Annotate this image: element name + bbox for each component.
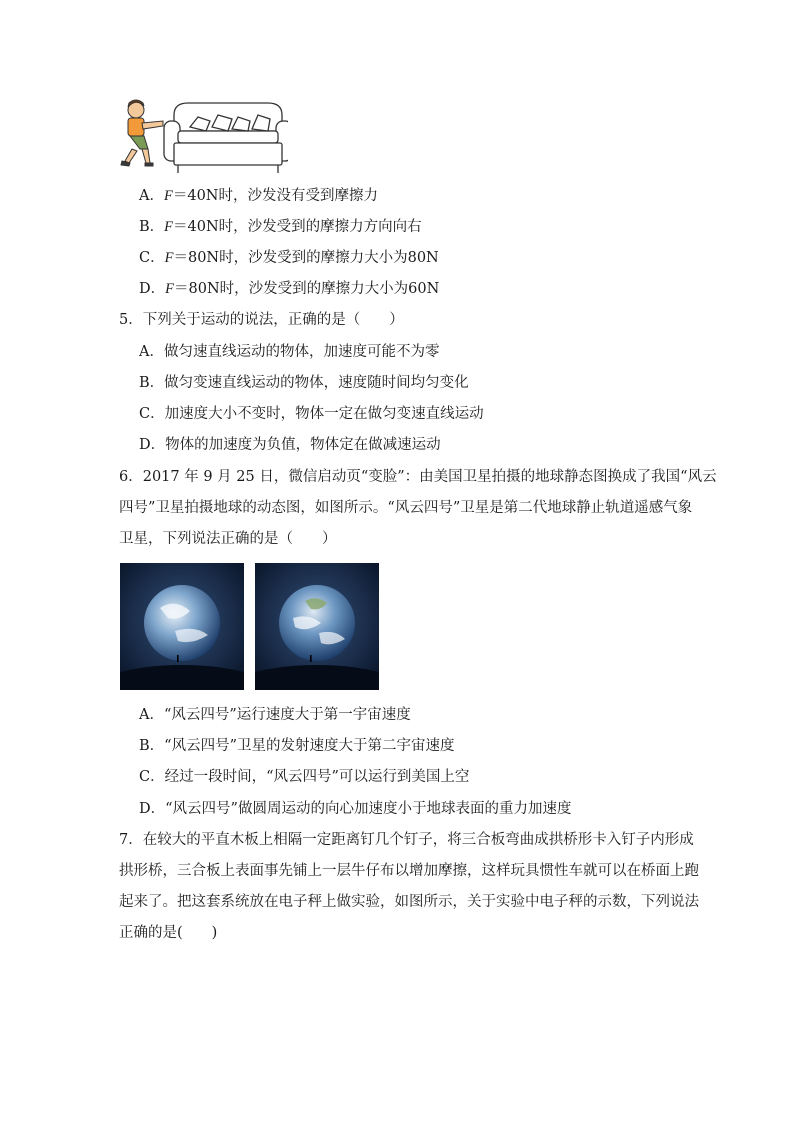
option-text: ＝40N时，沙发受到的摩擦力方向向右 (173, 219, 422, 235)
force-variable: F (163, 188, 173, 204)
force-variable: F (165, 281, 174, 297)
q6-option-d: D．“风云四号”做圆周运动的向心加速度小于地球表面的重力加速度 (139, 801, 572, 817)
boy-pushing-sofa-illustration (118, 97, 288, 175)
option-text: ＝80N时，沙发受到的摩擦力大小为60N (174, 281, 440, 297)
q6-option-b: B．“风云四号”卫星的发射速度大于第二宇宙速度 (139, 738, 455, 754)
earth-image-left (120, 563, 244, 690)
q4-option-a (139, 186, 378, 206)
q7-stem-line-1: 7．在较大的平直木板上相隔一定距离钉几个钉子，将三合板弯曲成拱桥形卡入钉子内形成 (119, 832, 694, 848)
q5-option-b: B．做匀变速直线运动的物体，速度随时间均匀变化 (139, 375, 469, 391)
q7-stem-line-3: 起来了。把这套系统放在电子秤上做实验，如图所示，关于实验中电子秤的示数，下列说法 (119, 894, 699, 910)
q4-option-b (139, 217, 422, 237)
force-variable: F (164, 250, 174, 266)
option-text: ＝80N时，沙发受到的摩擦力大小为80N (173, 250, 439, 266)
q5-option-c: C．加速度大小不变时，物体一定在做匀变速直线运动 (139, 406, 484, 422)
sofa-figure (164, 103, 288, 173)
earth-image-right (255, 563, 379, 690)
option-letter: D． (139, 281, 166, 297)
q4-option-d (139, 279, 439, 299)
q6-option-c: C．经过一段时间，“风云四号”可以运行到美国上空 (139, 769, 470, 785)
q6-option-a: A．“风云四号”运行速度大于第一宇宙速度 (139, 707, 411, 723)
boy-figure (121, 100, 163, 166)
q4-option-c (139, 248, 439, 268)
option-letter: C． (139, 250, 165, 266)
option-letter: A． (139, 188, 164, 204)
q7-stem-line-2: 拱形桥，三合板上表面事先铺上一层牛仔布以增加摩擦，这样玩具惯性车就可以在桥面上跑 (119, 863, 699, 879)
option-letter: B． (139, 219, 165, 235)
q5-option-d: D．物体的加速度为负值，物体定在做减速运动 (139, 437, 441, 453)
q7-stem-line-4: 正确的是( ) (119, 925, 218, 941)
option-text: ＝40N时，沙发没有受到摩擦力 (172, 188, 378, 204)
q5-option-a: A．做匀速直线运动的物体，加速度可能不为零 (139, 344, 440, 360)
force-variable: F (164, 219, 174, 235)
q5-stem: 5．下列关于运动的说法，正确的是（ ） (119, 312, 404, 328)
q6-stem-line-2: 四号”卫星拍摄地球的动态图，如图所示。“风云四号”卫星是第二代地球静止轨道遥感气象 (119, 500, 693, 516)
q6-stem-line-1: 6．2017 年 9 月 25 日，微信启动页“变脸”：由美国卫星拍摄的地球静态图换成了我国“风云 (119, 469, 717, 485)
q6-stem-line-3: 卫星，下列说法正确的是（ ） (119, 531, 337, 547)
